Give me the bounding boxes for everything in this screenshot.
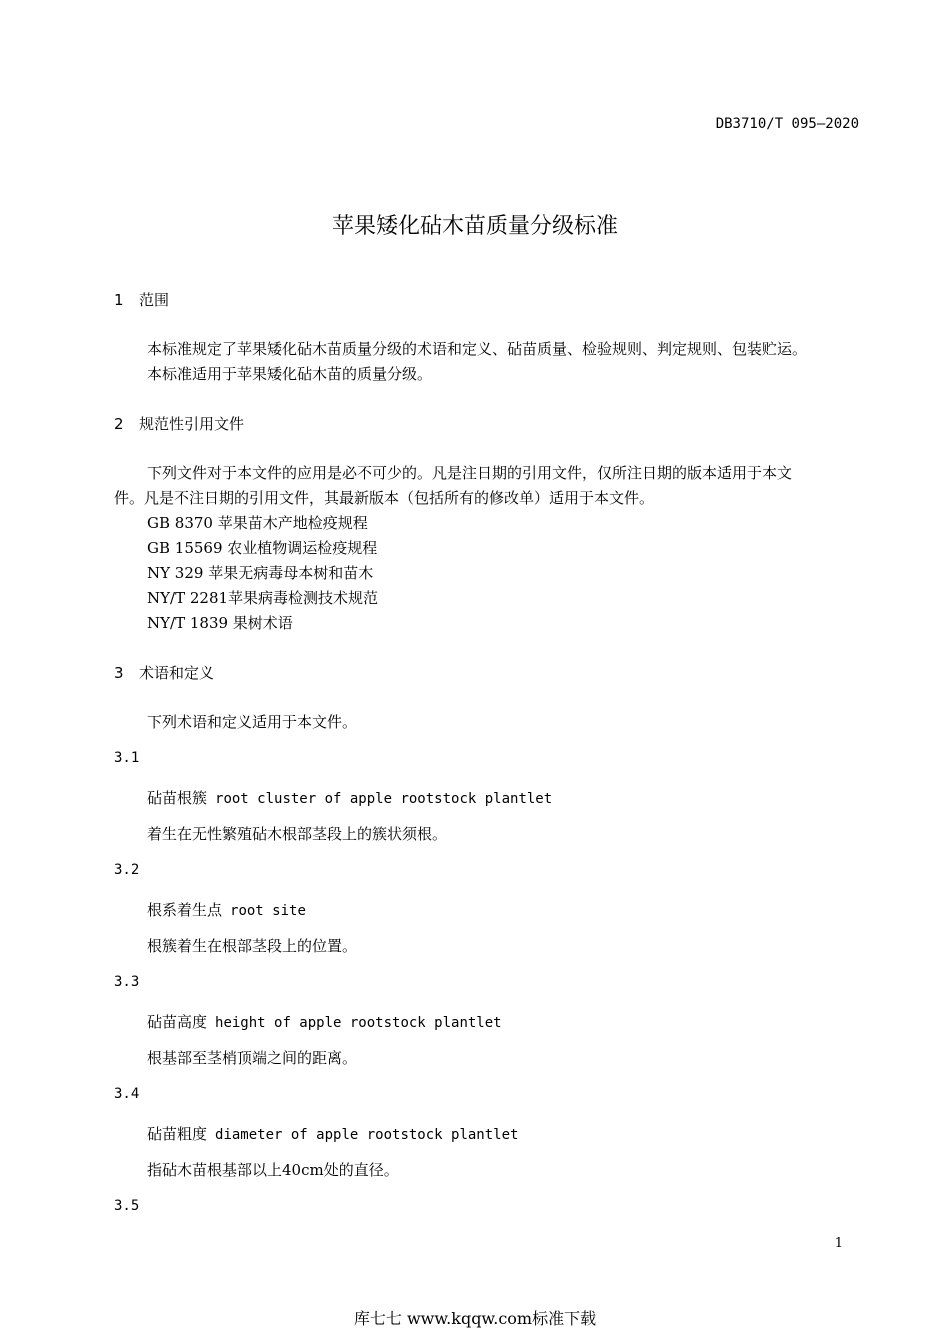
term-number: 3.4 [114,1086,140,1102]
section-3-heading [114,662,214,683]
term-number: 3.5 [114,1198,140,1214]
paragraph: 本标准规定了苹果矮化砧木苗质量分级的术语和定义、砧苗质量、检验规则、判定规则、包装贮运。 [147,340,808,358]
document-code: DB3710/T 095—2020 [715,116,859,132]
term-english: root cluster of apple rootstock plantlet [215,791,553,807]
term-definition: 根簇着生在根部茎段上的位置。 [147,937,358,955]
term-heading [147,787,552,808]
section-title: 规范性引用文件 [139,415,245,433]
section-title: 术语和定义 [139,664,215,682]
section-number: 3 [114,664,124,682]
term-chinese: 砧苗根簇 [147,789,208,807]
reference-item: NY/T 2281苹果病毒检测技术规范 [147,589,379,607]
term-chinese: 根系着生点 [147,901,223,919]
paragraph: 本标准适用于苹果矮化砧木苗的质量分级。 [147,365,433,383]
paragraph-line: 下列文件对于本文件的应用是必不可少的。凡是注日期的引用文件，仅所注日期的版本适用于本文 [147,464,793,482]
term-heading [147,899,306,920]
paragraph-line: 件。凡是不注日期的引用文件，其最新版本（包括所有的修改单）适用于本文件。 [114,489,655,507]
page-number: 1 [834,1236,843,1251]
section-number: 2 [114,415,124,433]
paragraph: 下列术语和定义适用于本文件。 [147,713,358,731]
reference-item: GB 8370 苹果苗木产地检疫规程 [147,514,368,532]
term-chinese: 砧苗粗度 [147,1125,208,1143]
reference-item: NY/T 1839 果树术语 [147,614,293,632]
reference-item: GB 15569 农业植物调运检疫规程 [147,539,378,557]
term-english: height of apple rootstock plantlet [215,1015,502,1031]
section-2-heading [114,413,244,434]
document-title: 苹果矮化砧木苗质量分级标准 [331,214,618,239]
term-english: root site [230,903,306,919]
term-number: 3.2 [114,862,140,878]
term-chinese: 砧苗高度 [147,1013,208,1031]
footer-watermark: 库七七 www.kqqw.com标准下载 [353,1309,597,1328]
term-definition: 指砧木苗根基部以上40cm处的直径。 [147,1161,399,1179]
term-english: diameter of apple rootstock plantlet [215,1127,519,1143]
term-number: 3.3 [114,974,140,990]
term-definition: 着生在无性繁殖砧木根部茎段上的簇状须根。 [147,825,448,843]
term-number: 3.1 [114,750,140,766]
term-heading [147,1011,502,1032]
term-heading [147,1123,518,1144]
section-number: 1 [114,291,124,309]
section-1-heading [114,289,169,310]
term-definition: 根基部至茎梢顶端之间的距离。 [147,1049,358,1067]
section-title: 范围 [139,291,170,309]
reference-item: NY 329 苹果无病毒母本树和苗木 [147,564,374,582]
